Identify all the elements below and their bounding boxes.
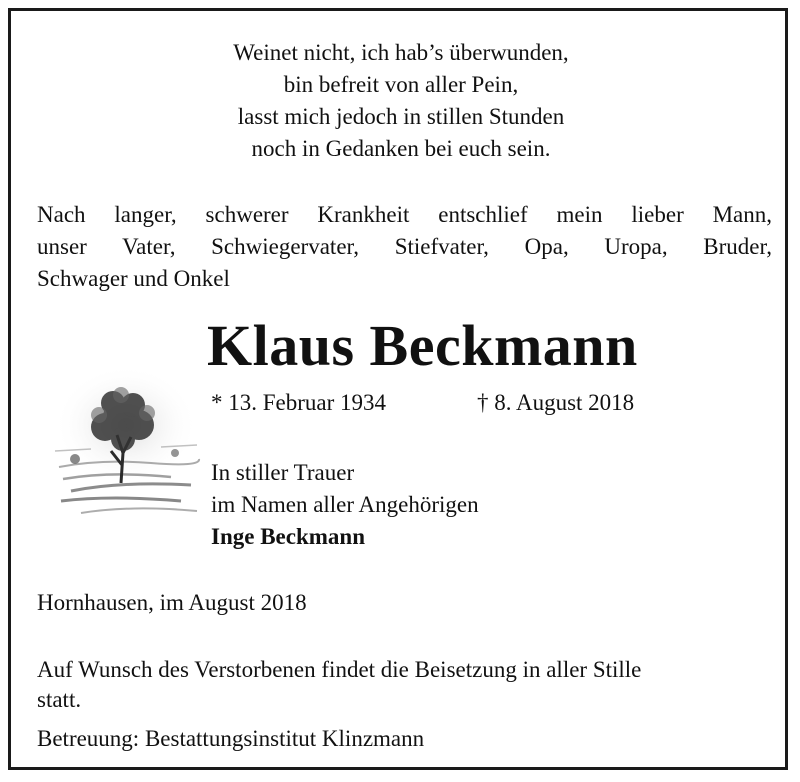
funeral-home: Betreuung: Bestattungsinstitut Klinzmann — [37, 726, 425, 751]
intro-text — [37, 199, 772, 295]
burial-notice — [37, 655, 772, 715]
death-date: † 8. August 2018 — [477, 390, 635, 415]
poem — [11, 37, 791, 165]
birth-date: * 13. Februar 1934 — [211, 390, 387, 415]
intro-line: Schwager und Onkel — [37, 266, 230, 291]
poem-line: noch in Gedanken bei euch sein. — [251, 136, 551, 161]
poem-line: bin befreit von aller Pein, — [283, 72, 519, 97]
mourning-block — [211, 457, 479, 553]
place-date: Hornhausen, im August 2018 — [37, 590, 307, 615]
poem-line: Weinet nicht, ich hab’s überwunden, — [233, 40, 569, 65]
intro-line: unser Vater, Schwiegervater, Stiefvater, Opa, Uropa, Bruder, — [37, 234, 772, 259]
intro-line: Nach langer, schwerer Krankheit entschlief mein lieber Mann, — [37, 202, 772, 227]
burial-line: Auf Wunsch des Verstorbenen findet die Beisetzung in aller Stille — [37, 657, 642, 682]
burial-line: statt. — [37, 687, 82, 712]
mourning-line: In stiller Trauer — [211, 460, 355, 485]
deceased-name: Klaus Beckmann — [207, 313, 638, 378]
poem-line: lasst mich jedoch in stillen Stunden — [237, 104, 565, 129]
tree-landscape-icon — [51, 355, 201, 525]
obituary-notice — [8, 8, 788, 770]
mourning-line: im Namen aller Angehörigen — [211, 492, 479, 517]
signer-name: Inge Beckmann — [211, 524, 365, 549]
